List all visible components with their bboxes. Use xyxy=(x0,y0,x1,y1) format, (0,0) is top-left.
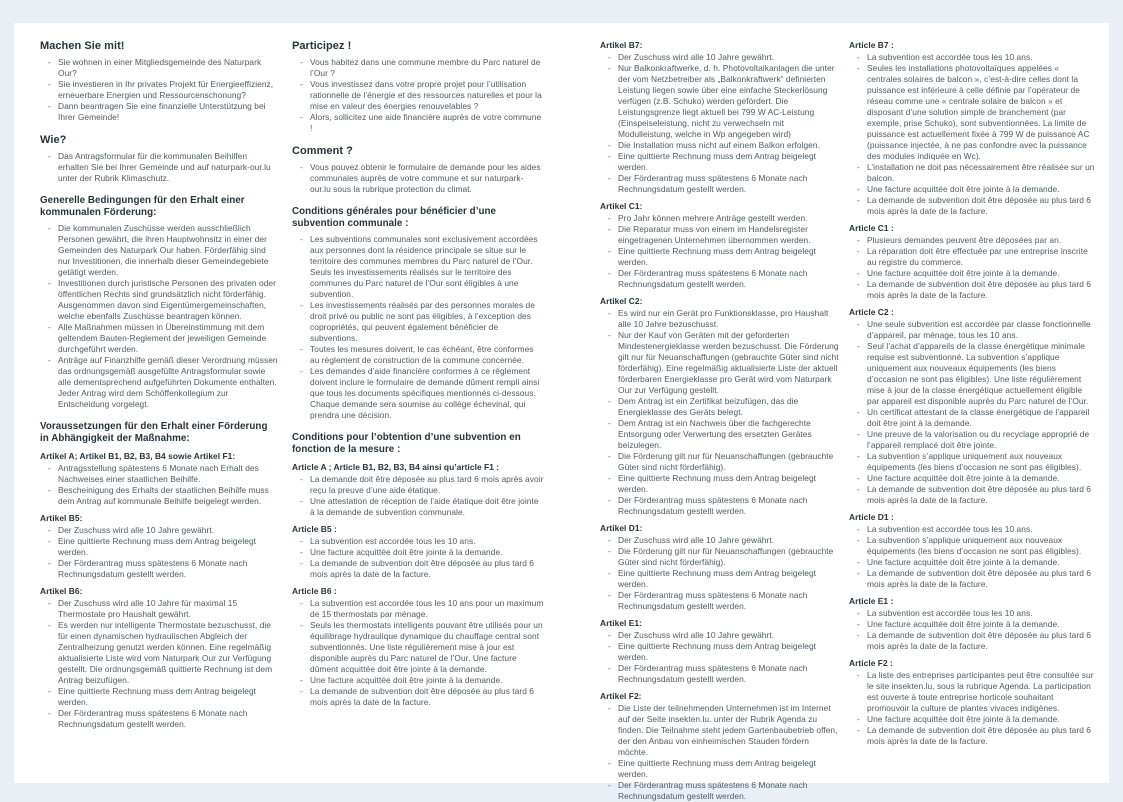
section-heading: Machen Sie mit! xyxy=(40,40,125,52)
bullet-list xyxy=(40,463,278,507)
list-item: - La demande de subvention doit être déposée au plus tard 6 mois après la date de la facture. xyxy=(857,195,1095,217)
article-label: Article E1 : xyxy=(849,596,894,606)
bullet-list xyxy=(40,151,278,184)
list-item: - Der Förderantrag muss spätestens 6 Monate nach Rechnungsdatum gestellt werden. xyxy=(608,663,840,685)
article-label: Article C2 : xyxy=(849,307,894,317)
list-item: - Der Förderantrag muss spätestens 6 Monate nach Rechnungsdatum gestellt werden. xyxy=(608,173,840,195)
column-german-intro-and-general-conditions xyxy=(40,40,278,730)
list-item: - Un certificat attestant de la classe énergétique de l’appareil doit être joint à la demande. xyxy=(857,407,1095,429)
list-item: - Der Förderantrag muss spätestens 6 Monate nach Rechnungsdatum gestellt werden. xyxy=(48,558,278,580)
list-item: - La réparation doit être effectuée par une entreprise inscrite au registre du commerce. xyxy=(857,246,1095,268)
column-french-article-conditions xyxy=(849,40,1095,747)
list-item: - Seul l’achat d’appareils de la classe énergétique minimale requise est subventionné. La subvention s’applique uniquement aux nouveaux équipements (les biens d’occasion ne sont pas éligibles). Une liste régulièrement mise à jour de la classe énergétique actuellement éligible par appareil est disponible auprès du Parc naturel de l’Our. xyxy=(857,341,1095,407)
list-item: - Das Antragsformular für die kommunalen Beihilfen erhalten Sie bei Ihrer Gemeinde und auf naturpark-our.lu unter der Rubrik Klimaschutz. xyxy=(48,151,278,184)
list-item: - Der Zuschuss wird alle 10 Jahre gewährt. xyxy=(608,52,840,63)
bullet-list xyxy=(600,703,840,802)
article-label: Article D1 : xyxy=(849,512,894,522)
article-label: Artikel C2: xyxy=(600,296,643,306)
list-item: - L’installation ne doit pas nécessairement être réalisée sur un balcon. xyxy=(857,162,1095,184)
list-item: - Der Förderantrag muss spätestens 6 Monate nach Rechnungsdatum gestellt werden. xyxy=(608,268,840,290)
list-item: - Alle Maßnahmen müssen in Übereinstimmung mit dem geltendem Bauten-Reglement der jeweiligen Gemeinde durchgeführt werden. xyxy=(48,322,278,355)
list-item: - Vous investissez dans votre propre projet pour l’utilisation rationnelle de l’énergie et des ressources naturelles et pour la mise en valeur des énergies renouvelables ? xyxy=(300,79,544,112)
list-item: - Anträge auf Finanzhilfe gemäß dieser Verordnung müssen das ordnungsgemäß ausgefüllte Antragsformular sowie alle dementsprechend aufgeführten Dokumente enthalten. Jeder Antrag wird dem Schöffenkollegium zur Entscheidung vorgelegt. xyxy=(48,355,278,410)
list-item: - Eine quittierte Rechnung muss dem Antrag beigelegt werden. xyxy=(608,568,840,590)
list-item: - Vous pouvez obtenir le formulaire de demande pour les aides communales auprès de votre commune et sur naturpark-our.lu sous la rubrique protection du climat. xyxy=(300,162,544,195)
list-item: - Une facture acquittée doit être jointe à la demande. xyxy=(857,619,1095,630)
list-item: - Der Zuschuss wird alle 10 Jahre für maximal 15 Thermostate pro Haushalt gewährt. xyxy=(48,598,278,620)
article-label: Article C1 : xyxy=(849,223,894,233)
article-label: Artikel D1: xyxy=(600,523,643,533)
bullet-list xyxy=(292,598,544,708)
list-item: - Dem Antrag ist ein Zertifikat beizufügen, das die Energieklasse des Geräts belegt. xyxy=(608,396,840,418)
list-item: - Seules les installations photovoltaïques appelées « centrales solaires de balcon », c’est-à-dire celles dont la puissance est inférieure à celle définie par l’opérateur de réseau comme une « centrale solaire de balcon » et disposant d’une solution simple de branchement (par exemple, prise Schuko), sont subventionnées. La limite de puissance est actuellement fixée à 799 W de puissance AC (puissance injectée, à ne pas confondre avec la puissance des modules indiquée en Wc). xyxy=(857,63,1095,162)
list-item: - Eine quittierte Rechnung muss dem Antrag beigelegt werden. xyxy=(48,686,278,708)
list-item: - Une facture acquittée doit être jointe à la demande. xyxy=(857,473,1095,484)
bullet-list xyxy=(292,234,544,421)
article-label: Artikel C1: xyxy=(600,201,643,211)
list-item: - Une preuve de la valorisation ou du recyclage approprié de l’appareil remplacé doit être jointe. xyxy=(857,429,1095,451)
list-item: - Une facture acquittée doit être jointe à la demande. xyxy=(857,557,1095,568)
list-item: - La demande de subvention doit être déposée au plus tard 6 mois après la date de la facture. xyxy=(857,279,1095,301)
column-french-intro-and-general-conditions xyxy=(292,40,544,708)
list-item: - Der Förderantrag muss spätestens 6 Monate nach Rechnungsdatum gestellt werden. xyxy=(608,495,840,517)
article-label: Artikel E1: xyxy=(600,618,642,628)
article-label: Article A ; Article B1, B2, B3, B4 ainsi qu’article F1 : xyxy=(292,462,500,472)
list-item: - Dann beantragen Sie eine finanzielle Unterstützung bei Ihrer Gemeinde! xyxy=(48,101,278,123)
list-item: - La subvention s’applique uniquement aux nouveaux équipements (les biens d’occasion ne sont pas éligibles). xyxy=(857,535,1095,557)
list-item: - Eine quittierte Rechnung muss dem Antrag beigelegt werden. xyxy=(48,536,278,558)
bullet-list xyxy=(849,235,1095,301)
list-item: - Der Zuschuss wird alle 10 Jahre gewährt. xyxy=(48,525,278,536)
list-item: - La demande de subvention doit être déposée au plus tard 6 mois après la date de la facture. xyxy=(857,725,1095,747)
list-item: - Antragsstellung spätestens 6 Monate nach Erhalt des Nachweises einer staatlichen Beihilfe. xyxy=(48,463,278,485)
list-item: - Investitionen durch juristische Personen des privaten oder öffentlichen Rechts sind grundsätzlich nicht förderfähig. Ausgenommen davon sind Eigentümergemeinschaften, welche ebenfalls Zuschüsse beantragen können. xyxy=(48,278,278,322)
list-item: - Plusieurs demandes peuvent être déposées par an. xyxy=(857,235,1095,246)
article-label: Artikel B7: xyxy=(600,40,643,50)
list-item: - Nur der Kauf von Geräten mit der geforderten Mindestenergieklasse werden bezuschusst. Die Förderung gilt nur für Neuanschaffungen (gebrauchte Güter sind nicht förderfähig). Eine regelmäßig aktualisierte Liste der aktuell förderbaren Energieklasse pro Gerät wird vom Naturpark Our zur Verfügung gestellt. xyxy=(608,330,840,396)
list-item: - La subvention s’applique uniquement aux nouveaux équipements (les biens d’occasion ne sont pas éligibles). xyxy=(857,451,1095,473)
list-item: - La demande doit être déposée au plus tard 6 mois après avoir reçu la preuve d’une aide étatique. xyxy=(300,474,544,496)
list-item: - Der Zuschuss wird alle 10 Jahre gewährt. xyxy=(608,535,840,546)
list-item: - Une facture acquittée doit être jointe à la demande. xyxy=(300,547,544,558)
bullet-list xyxy=(292,162,544,195)
article-label: Artikel B6: xyxy=(40,586,83,596)
list-item: - Une seule subvention est accordée par classe fonctionnelle d’appareil, par ménage, tous les 10 ans. xyxy=(857,319,1095,341)
section-heading: Generelle Bedingungen für den Erhalt einer kommunalen Förderung: xyxy=(40,195,245,218)
section-heading: Conditions générales pour bénéficier d’une subvention communale : xyxy=(292,206,497,229)
list-item: - Eine quittierte Rechnung muss dem Antrag beigelegt werden. xyxy=(608,758,840,780)
section-heading: Voraussetzungen für den Erhalt einer Förderung in Abhängigkeit der Maßnahme: xyxy=(40,421,268,444)
list-item: - Dem Antrag ist ein Nachweis über die fachgerechte Entsorgung oder Verwertung des ersetzten Gerätes beizulegen. xyxy=(608,418,840,451)
list-item: - Eine quittierte Rechnung muss dem Antrag beigelegt werden. xyxy=(608,473,840,495)
list-item: - La subvention est accordée tous les 10 ans. xyxy=(300,536,544,547)
section-heading: Conditions pour l’obtention d’une subvention en fonction de la mesure : xyxy=(292,432,521,455)
article-label: Artikel B5: xyxy=(40,513,83,523)
list-item: - Bescheinigung des Erhalts der staatlichen Beihilfe muss dem Antrag auf kommunale Beihilfe beigelegt werden. xyxy=(48,485,278,507)
list-item: - Der Förderantrag muss spätestens 6 Monate nach Rechnungsdatum gestellt werden. xyxy=(608,590,840,612)
article-label: Article F2 : xyxy=(849,658,893,668)
list-item: - La liste des entreprises participantes peut être consultée sur le site insekten.lu, sous la rubrique Agenda. La participation est ouverte à toute entreprise horticole souhaitant promouvoir la culture de plantes vivaces indigènes. xyxy=(857,670,1095,714)
bullet-list xyxy=(600,535,840,612)
bullet-list xyxy=(292,474,544,518)
bullet-list xyxy=(849,608,1095,652)
list-item: - Die Liste der teilnehmenden Unternehmen ist im Internet auf der Seite insekten.lu. unter der Rubrik Agenda zu finden. Die Teilnahme steht jedem Gartenbaubetrieb offen, der den Anbau von einheimischen Stauden fördern möchte. xyxy=(608,703,840,758)
column-german-article-conditions xyxy=(600,40,840,802)
list-item: - Eine quittierte Rechnung muss dem Antrag beigelegt werden. xyxy=(608,151,840,173)
list-item: - Die Förderung gilt nur für Neuanschaffungen (gebrauchte Güter sind nicht förderfähig). xyxy=(608,451,840,473)
bullet-list xyxy=(40,57,278,123)
list-item: - Der Förderantrag muss spätestens 6 Monate nach Rechnungsdatum gestellt werden. xyxy=(48,708,278,730)
list-item: - Alors, sollicitez une aide financière auprès de votre commune ! xyxy=(300,112,544,134)
list-item: - Die Installation muss nicht auf einem Balkon erfolgen. xyxy=(608,140,840,151)
article-label: Artikel F2: xyxy=(600,691,642,701)
list-item: - Es wird nur ein Gerät pro Funktionsklasse, pro Haushalt alle 10 Jahre bezuschusst. xyxy=(608,308,840,330)
list-item: - Die Reparatur muss von einem im Handelsregister eingetragenen Unternehmen übernommen werden. xyxy=(608,224,840,246)
list-item: - Une attestation de réception de l’aide étatique doit être jointe à la demande de subvention communale. xyxy=(300,496,544,518)
bullet-list xyxy=(849,52,1095,217)
bullet-list xyxy=(600,308,840,517)
list-item: - La subvention est accordée tous les 10 ans. xyxy=(857,524,1095,535)
bullet-list xyxy=(600,213,840,290)
section-heading: Comment ? xyxy=(292,145,353,157)
list-item: - Seuls les thermostats intelligents pouvant être utilisés pour un équilibrage hydraulique dynamique du chauffage central sont subventionnés. Une liste régulièrement mise à jour est disponible auprès du Parc naturel de l’Our. Une facture dûment acquittée doit être jointe à la demande. xyxy=(300,620,544,675)
list-item: - Pro Jahr können mehrere Anträge gestellt werden. xyxy=(608,213,840,224)
list-item: - Les subventions communales sont exclusivement accordées aux personnes dont la résidence principale se situe sur le territoire des communes membres du Parc naturel de l’Our. Seuls les investissements réalisés sur le territoire des communes du Parc naturel de l’Our sont éligibles à une subvention. xyxy=(300,234,544,300)
article-label: Article B7 : xyxy=(849,40,894,50)
bullet-list xyxy=(40,223,278,410)
list-item: - La subvention est accordée tous les 10 ans. xyxy=(857,52,1095,63)
list-item: - La demande de subvention doit être déposée au plus tard 6 mois après la date de la facture. xyxy=(857,630,1095,652)
list-item: - La subvention est accordée tous les 10 ans. xyxy=(857,608,1095,619)
list-item: - Die kommunalen Zuschüsse werden ausschließlich Personen gewährt, die ihren Hauptwohnsitz in einer der Gemeinden des Naturpark Our haben. Förderfähig sind nur Investitionen, die innerhalb dieser Gemeindegebiete getätigt werden. xyxy=(48,223,278,278)
bullet-list xyxy=(600,630,840,685)
section-heading: Participez ! xyxy=(292,40,352,52)
bullet-list xyxy=(40,525,278,580)
list-item: - La demande de subvention doit être déposée au plus tard 6 mois après la date de la facture. xyxy=(300,558,544,580)
bullet-list xyxy=(849,524,1095,590)
list-item: - Une facture acquittée doit être jointe à la demande. xyxy=(857,714,1095,725)
list-item: - Les demandes d’aide financière conformes à ce règlement doivent inclure le formulaire de demande dûment rempli ainsi que tous les documents spécifiques mentionnés ci-dessous. Chaque demande sera soumise au collège échevinal, qui prendra une décision. xyxy=(300,366,544,421)
list-item: - La demande de subvention doit être déposée au plus tard 6 mois après la date de la facture. xyxy=(857,484,1095,506)
bullet-list xyxy=(292,536,544,580)
list-item: - Vous habitez dans une commune membre du Parc naturel de l’Our ? xyxy=(300,57,544,79)
list-item: - Die Förderung gilt nur für Neuanschaffungen (gebrauchte Güter sind nicht förderfähig). xyxy=(608,546,840,568)
list-item: - Sie investieren in Ihr privates Projekt für Energieeffizienz, erneuerbare Energien und Ressourcenschonung? xyxy=(48,79,278,101)
bullet-list xyxy=(849,319,1095,506)
list-item: - La demande de subvention doit être déposée au plus tard 6 mois après la date de la facture. xyxy=(300,686,544,708)
list-item: - Es werden nur intelligente Thermostate bezuschusst, die für einen dynamischen hydraulischen Abgleich der Zentralheizung genutzt werden können. Eine regelmäßig aktualisierte Liste wird vom Naturpark Our zur Verfügung gestellt. Die ordnungsgemäß quittierte Rechnung ist dem Antrag beizufügen. xyxy=(48,620,278,686)
bullet-list xyxy=(292,57,544,134)
article-label: Article B6 : xyxy=(292,586,337,596)
list-item: - Toutes les mesures doivent, le cas échéant, être conformes au règlement de construction de la commune concernée. xyxy=(300,344,544,366)
list-item: - Eine quittierte Rechnung muss dem Antrag beigelegt werden. xyxy=(608,641,840,663)
section-heading: Wie? xyxy=(40,134,67,146)
list-item: - La demande de subvention doit être déposée au plus tard 6 mois après la date de la facture. xyxy=(857,568,1095,590)
list-item: - Eine quittierte Rechnung muss dem Antrag beigelegt werden. xyxy=(608,246,840,268)
document-page xyxy=(14,23,1109,801)
article-label: Artikel A; Artikel B1, B2, B3, B4 sowie Artikel F1: xyxy=(40,451,236,461)
list-item: - Nur Balkonkraftwerke, d. h. Photovoltaikanlagen die unter der vom Netzbetreiber als „Balkonkraftwerk“ definierten Leistung liegen sowie über eine einfache Steckerlösung verfügen (z.B. Schuko) werden gefördert. Die Leistungsgrenze liegt aktuell bei 799 W AC-Leistung (Einspeiseleistung, nicht zu verwechseln mit Modulleistung, welche in Wp angegeben wird) xyxy=(608,63,840,140)
list-item: - Der Zuschuss wird alle 10 Jahre gewährt. xyxy=(608,630,840,641)
list-item: - Sie wohnen in einer Mitgliedsgemeinde des Naturpark Our? xyxy=(48,57,278,79)
list-item: - Der Förderantrag muss spätestens 6 Monate nach Rechnungsdatum gestellt werden. xyxy=(608,780,840,802)
bullet-list xyxy=(40,598,278,730)
list-item: - La subvention est accordée tous les 10 ans pour un maximum de 15 thermostats par ménage. xyxy=(300,598,544,620)
bullet-list xyxy=(600,52,840,195)
bullet-list xyxy=(849,670,1095,747)
list-item: - Les investissements réalisés par des personnes morales de droit privé ou public ne sont pas éligibles, à l’exception des copropriétés, qui peuvent également bénéficier de subventions. xyxy=(300,300,544,344)
list-item: - Une facture acquittée doit être jointe à la demande. xyxy=(857,184,1095,195)
article-label: Article B5 : xyxy=(292,524,337,534)
list-item: - Une facture acquittée doit être jointe à la demande. xyxy=(857,268,1095,279)
list-item: - Une facture acquittée doit être jointe à la demande. xyxy=(300,675,544,686)
